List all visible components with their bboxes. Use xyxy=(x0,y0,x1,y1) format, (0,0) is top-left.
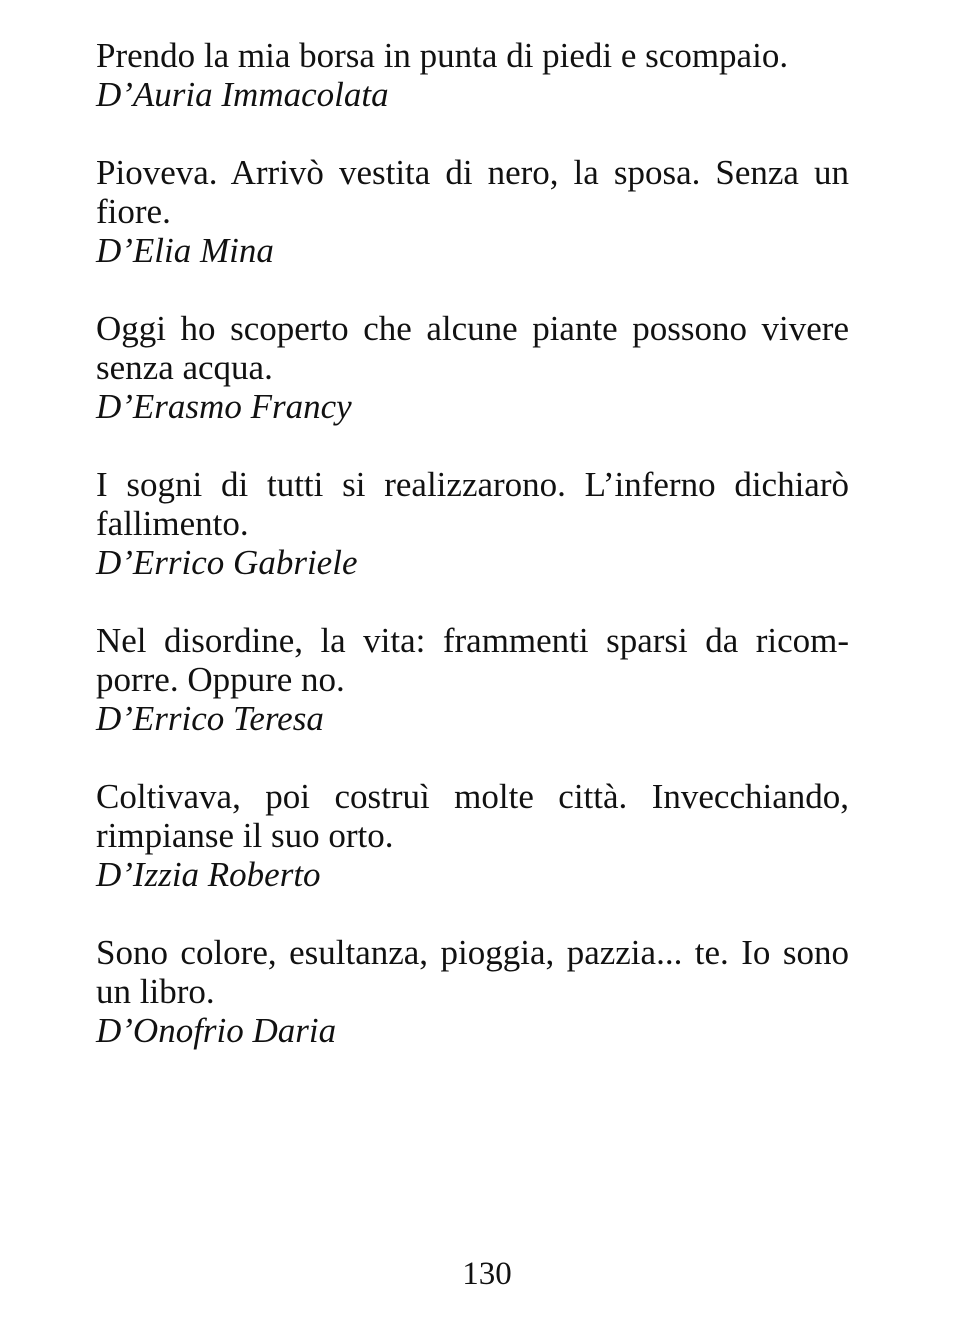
story-author: D’Auria Immacolata xyxy=(96,75,389,114)
story-line: rimpianse il suo orto. xyxy=(96,816,394,855)
story-line: Oggi ho scoperto che alcune piante possono vivere xyxy=(96,309,849,348)
story-line: Coltivava, poi costruì molte città. Invecchiando, xyxy=(96,777,849,816)
story-text xyxy=(96,36,849,75)
story-line: fallimento. xyxy=(96,504,249,543)
story-line: porre. Oppure no. xyxy=(96,660,345,699)
story-line: Nel disordine, la vita: frammenti sparsi da ricom- xyxy=(96,621,849,660)
story-line: Sono colore, esultanza, pioggia, pazzia... te. Io sono xyxy=(96,933,849,972)
micro-story-entry xyxy=(96,777,849,894)
story-author: D’Elia Mina xyxy=(96,231,274,270)
story-line: fiore. xyxy=(96,192,171,231)
micro-story-entry xyxy=(96,36,849,114)
story-author: D’Onofrio Daria xyxy=(96,1011,337,1050)
story-line: I sogni di tutti si realizzarono. L’inferno dichiarò xyxy=(96,465,849,504)
micro-story-entry xyxy=(96,309,849,426)
story-text xyxy=(96,465,849,543)
micro-story-entry xyxy=(96,621,849,738)
story-line: Prendo la mia borsa in punta di piedi e scompaio. xyxy=(96,36,789,75)
story-author: D’Errico Gabriele xyxy=(96,543,358,582)
story-text xyxy=(96,621,849,699)
story-text xyxy=(96,777,849,855)
story-author: D’Erasmo Francy xyxy=(96,387,352,426)
story-text xyxy=(96,153,849,231)
story-line: un libro. xyxy=(96,972,215,1011)
micro-story-entry xyxy=(96,933,849,1050)
story-line: senza acqua. xyxy=(96,348,273,387)
page-number: 130 xyxy=(462,1256,512,1292)
page-body xyxy=(96,36,849,1089)
micro-story-entry xyxy=(96,465,849,582)
story-line: Pioveva. Arrivò vestita di nero, la sposa. Senza un xyxy=(96,153,849,192)
story-author: D’Errico Teresa xyxy=(96,699,324,738)
story-text xyxy=(96,309,849,387)
story-text xyxy=(96,933,849,1011)
micro-story-entry xyxy=(96,153,849,270)
story-author: D’Izzia Roberto xyxy=(96,855,321,894)
